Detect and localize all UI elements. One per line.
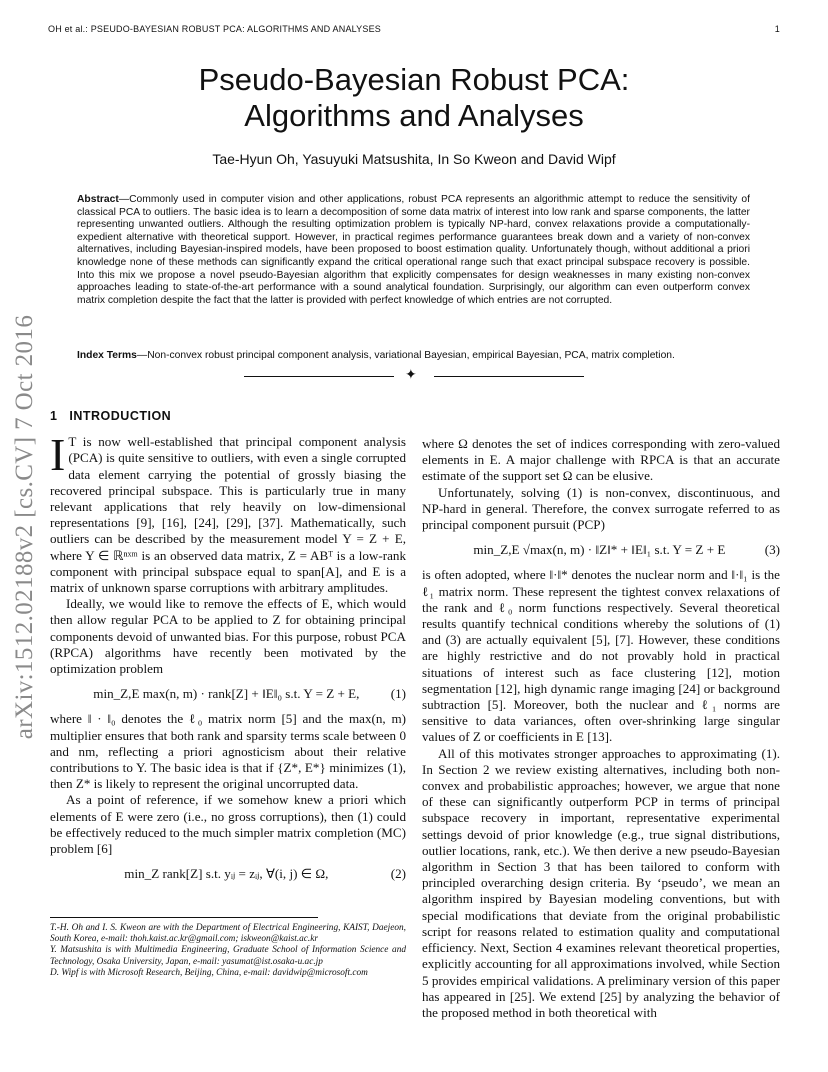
index-terms-text: —Non-convex robust principal component analysis, variational Bayesian, empirical Bayesian, PCA, matrix completion. [136,350,675,361]
equation-1 [62,686,406,702]
footnotes [50,923,406,979]
footnote-1: T.-H. Oh and I. S. Kweon are with the Department of Electrical Engineering, KAIST, Daejeon, South Korea, e-mail: thoh.kaist.ac.kr@gmail.com; iskweon@kaist.ac.kr [50,923,406,945]
equation-1-number: (1) [390,686,406,702]
equation-3 [434,542,780,558]
drop-cap: I [50,429,66,481]
section-number: 1 [50,409,58,423]
intro-paragraph-1: T is now well-established that principal component analysis (PCA) is quite sensitive to outliers, with even a single corrupted data element carrying the potential of grossly biasing the recovered principal subspace. This is particularly true in many relevant applications that rely heavily on low-dimensional representations [9], [16], [24], [29], [37]. Mathematically, such outliers can be described by the measurement model Y = Z + E, where Y ∈ ℝⁿˣᵐ is an observed data matrix, Z = ABᵀ is a low-rank component with principal subspace equal to span[A], and E is a matrix of unknown sparse corruptions with arbitrary amplitudes. [50,434,406,596]
separator-rule-left [244,376,394,377]
right-paragraph-4: All of this motivates stronger approaches to approximating (1). In Section 2 we review existing alternatives, including both non-convex and probabilistic approaches; however, we argue that none of these can significantly outperform PCP in terms of principal subspace recovery in important, representative experimental settings devoid of prior knowledge (e.g., true signal distributions, outlier locations, rank, etc.). We then derive a new pseudo-Bayesian algorithm in Section 3 that has been tailored to conform with principled overarching design criteria. By ‘pseudo’, we mean an algorithm inspired by Bayesian modeling conventions, but with special modifications that deviate from the original probabilistic script for reasons related to estimation quality and computational efficiency. Next, Section 4 examines relevant theoretical properties, explicitly accounting for all approximations involved, while Section 5 provides empirical validations. A preliminary version of this paper has appeared in [25]. We extend [25] by analyzing the behavior of the proposed method in both theoretical with [422,745,780,1020]
footnote-rule [50,917,318,918]
equation-3-body: min_Z,E √max(n, m) · ‖Z‖* + ‖E‖₁ s.t. Y = Z + E [473,542,726,558]
right-paragraph-1: where Ω denotes the set of indices corresponding with zero-valued elements in E. A major challenge with RPCA is that an accurate estimate of the support set Ω can be elusive. [422,436,780,484]
equation-2-body: min_Z rank[Z] s.t. yᵢⱼ = zᵢⱼ, ∀(i, j) ∈ Ω, [124,866,329,882]
footnote-3: D. Wipf is with Microsoft Research, Beijing, China, e-mail: davidwip@microsoft.com [50,967,368,978]
section-heading [50,408,406,424]
intro-paragraph-3: where ‖ · ‖₀ denotes the ℓ₀ matrix norm [5] and the max(n, m) multiplier ensures that both rank and sparsity terms scale between 0 and nm, reflecting a priori agnosticism about their relative contributions to Y. The basic idea is that if {Z*, E*} minimizes (1), then Z* is likely to represent the original uncorrupted data. [50,711,406,792]
equation-1-body: min_Z,E max(n, m) · rank[Z] + ‖E‖₀ s.t. Y = Z + E, [93,686,360,702]
left-column [50,408,406,891]
intro-paragraph-2: Ideally, we would like to remove the effects of E, which would then allow regular PCA to be applied to Z for obtaining principal components devoid of unwanted bias. For this purpose, robust PCA (RPCA) algorithms have recently been motivated by the optimization problem [50,596,406,677]
author-list: Tae-Hyun Oh, Yasuyuki Matsushita, In So Kweon and David Wipf [212,151,616,167]
paper-title [0,62,828,134]
running-head [48,24,780,34]
section-title: INTRODUCTION [69,409,172,423]
right-column [422,436,780,1021]
equation-3-number: (3) [764,542,780,558]
right-paragraph-2: Unfortunately, solving (1) is non-convex, discontinuous, and NP-hard in general. Therefore, the convex surrogate referred to as principal component pursuit (PCP) [422,484,780,533]
abstract-text: —Commonly used in computer vision and other applications, robust PCA represents an algorithmic attempt to reduce the sensitivity of classical PCA to outliers. The basic idea is to learn a decomposition of some data matrix of interest into low rank and sparse components, the latter representing unwanted outliers. Although the resulting optimization problem is typically NP-hard, convex relaxations provide a computationally-expedient alternative with theoretical support. However, in practical regimes performance guarantees break down and a variety of non-convex alternatives, including Bayesian-inspired models, have been proposed to boost estimation quality. Unfortunately though, without additional a priori knowledge none of these methods can significantly expand the critical operational range such that exact principal subspace recovery is possible. Into this mix we propose a novel pseudo-Bayesian algorithm that explicitly compensates for design weaknesses in many existing non-convex approaches leading to state-of-the-art performance with a sound analytical foundation. Surprisingly, our algorithm can even outperform convex matrix completion despite the fact that the latter is provided with perfect knowledge of which entries are not corrupted. [77,194,750,306]
footnote-2: Y. Matsushita is with Multimedia Engineering, Graduate School of Information Science and Technology, Osaka University, Japan, e-mail: yasumat@ist.osaka-u.ac.jp [50,945,406,967]
title-line-2: Algorithms and Analyses [244,98,584,133]
equation-2-number: (2) [390,866,406,882]
index-terms-label: Index Terms [77,350,137,361]
arxiv-stamp: arXiv:1512.02188v2 [cs.CV] 7 Oct 2016 [11,314,38,740]
abstract-label: Abstract [77,194,119,205]
intro-paragraph-4: As a point of reference, if we somehow knew a priori which elements of E were zero (i.e., no gross corruptions), then (1) could be effectively reduced to the much simpler matrix completion (MC) problem [6] [50,792,406,857]
title-line-1: Pseudo-Bayesian Robust PCA: [198,62,630,97]
separator-rule-right [434,376,584,377]
right-paragraph-3: is often adopted, where ‖·‖* denotes the nuclear norm and ‖·‖₁ is the ℓ₁ matrix norm. These represent the tightest convex relaxations of the rank and ℓ₀ norm functions respectively. Several theoretical results quantify technical conditions whereby the solutions of (1) and (3) are actually equivalent [5], [7]. However, these conditions are highly restrictive and do not provably hold in practical situations of interest such as face clustering [12], motion segmentation [12], high dynamic range imaging [24] or background subtraction [5]. Moreover, both the nuclear and ℓ₁ norms are sensitive to data variances, often over-shrinking large singular values of Z or coefficients in E [13]. [422,567,780,745]
page-number: 1 [774,24,780,34]
separator-star-icon: ✦ [405,368,417,383]
index-terms [77,350,750,363]
running-head-text: OH et al.: PSEUDO-BAYESIAN ROBUST PCA: ALGORITHMS AND ANALYSES [48,24,381,34]
equation-2 [62,866,406,882]
section-separator [244,369,584,383]
abstract [77,194,750,307]
